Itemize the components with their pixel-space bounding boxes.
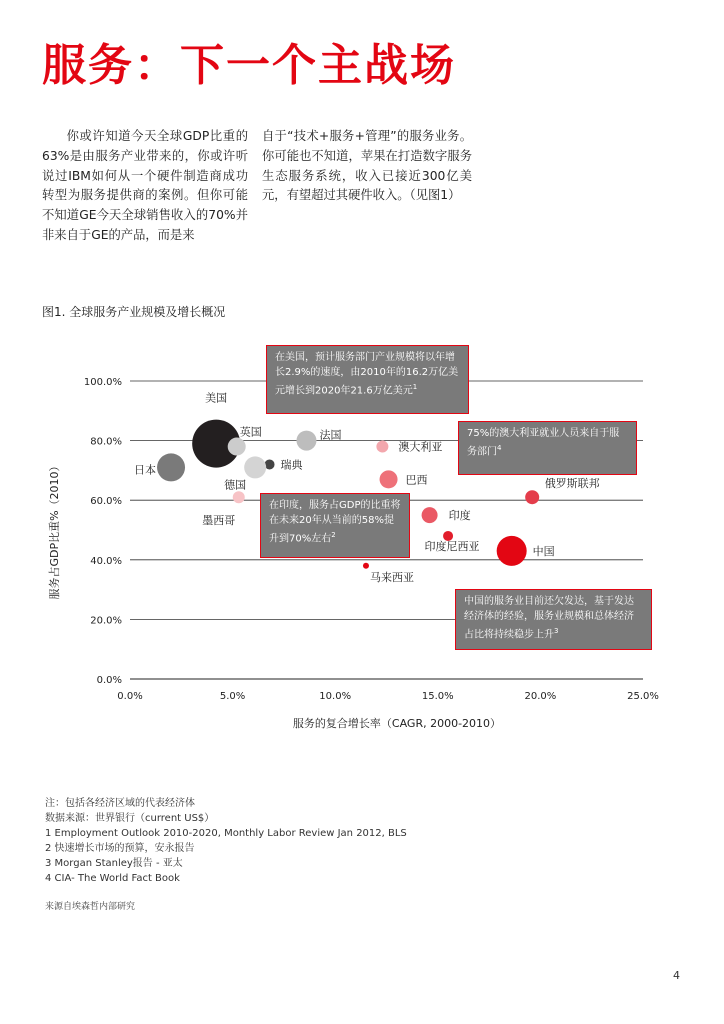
x-tick-label: 5.0% [219, 691, 246, 702]
x-axis-label: 服务的复合增长率（CAGR, 2000-2010） [292, 717, 502, 730]
data-point [363, 563, 369, 569]
data-point [376, 441, 388, 453]
callout-china-ref: 3 [554, 627, 559, 635]
data-point [228, 438, 246, 456]
point-label: 印度 [448, 509, 471, 523]
y-axis-label: 服务占GDP比重%（2010） [48, 460, 61, 600]
callout-us-ref: 1 [412, 383, 418, 391]
y-tick-label: 40.0% [90, 555, 122, 567]
y-tick-label: 60.0% [90, 496, 122, 508]
data-point [525, 490, 539, 504]
x-tick-label: 0.0% [117, 691, 143, 702]
x-tick-label: 20.0% [524, 691, 557, 702]
point-label: 美国 [205, 391, 228, 405]
point-label: 马来西亚 [369, 570, 414, 584]
callout-india-ref: 2 [331, 531, 336, 539]
y-tick-label: 80.0% [90, 436, 122, 448]
figure-caption: 图1. 全球服务产业规模及增长概况 [42, 305, 226, 319]
point-label: 墨西哥 [202, 514, 236, 528]
callout-us [266, 345, 469, 414]
data-point [244, 456, 266, 478]
intro-paragraph-right: 自于“技术+服务+管理”的服务业务。你可能也不知道，苹果在打造数字服务生态服务系统，收入已接近300亿美元，有望超过其硬件收入。（见图1） [262, 129, 472, 203]
callout-india [260, 493, 410, 558]
data-point [380, 470, 398, 488]
y-tick-label: 20.0% [90, 615, 122, 627]
data-point [157, 453, 185, 481]
intro-paragraph-left: 你或许知道今天全球GDP比重的63%是由服务产业带来的，你或许听说过IBM如何从一个硬件制造商成功转型为服务提供商的案例。但你可能不知道GE今天全球销售收入的70%并非来自于GE的产品，而是来 [42, 129, 248, 242]
note-line: 3 Morgan Stanley报告 - 亚太 [45, 858, 183, 869]
point-label: 俄罗斯联邦 [544, 477, 600, 491]
point-label: 印度尼西亚 [424, 539, 480, 553]
data-point [233, 491, 245, 503]
note-line: 1 Employment Outlook 2010-2020, Monthly Labor Review Jan 2012, BLS [45, 828, 407, 839]
callout-india-text: 在印度，服务占GDP的比重将在未来20年从当前的58%提升到70%左右 [269, 500, 401, 545]
data-point [422, 507, 438, 523]
point-label: 日本 [134, 463, 157, 477]
point-label: 巴西 [405, 473, 428, 487]
note-line: 2 快速增长市场的预算，安永报告 [45, 843, 195, 854]
note-line: 数据来源：世界银行（current US$） [45, 813, 215, 824]
point-label: 澳大利亚 [398, 440, 443, 454]
page-number: 4 [673, 969, 680, 982]
note-line: 4 CIA- The World Fact Book [45, 873, 180, 884]
callout-australia [458, 421, 637, 475]
note-line: 注：包括各经济区域的代表经济体 [45, 798, 195, 809]
callout-china [455, 589, 652, 650]
x-tick-label: 25.0% [627, 691, 659, 702]
callout-china-text: 中国的服务业目前还欠发达，基于发达经济体的经验，服务业规模和总体经济占比将持续稳步上升 [464, 596, 634, 641]
point-label: 英国 [239, 425, 262, 439]
point-label: 法国 [319, 428, 342, 442]
callout-australia-text: 75%的澳大利亚就业人员来自于服务部门 [467, 428, 620, 458]
x-tick-label: 15.0% [421, 691, 454, 702]
source-note: 来源自埃森哲内部研究 [45, 902, 136, 912]
y-tick-label: 0.0% [96, 675, 122, 686]
point-label: 中国 [532, 544, 555, 558]
callout-us-text: 在美国，预计服务部门产业规模将以年增长2.9%的速度，由2010年的16.2万亿美元增长到2020年21.6万亿美元 [275, 352, 459, 397]
data-point [497, 536, 527, 566]
point-label: 瑞典 [280, 458, 303, 472]
y-tick-label: 100.0% [83, 377, 122, 388]
x-tick-label: 10.0% [319, 691, 352, 702]
data-point [296, 431, 316, 451]
point-label: 德国 [224, 478, 247, 492]
callout-australia-ref: 4 [497, 444, 502, 452]
page-title: 服务：下一个主战场 [42, 40, 456, 91]
